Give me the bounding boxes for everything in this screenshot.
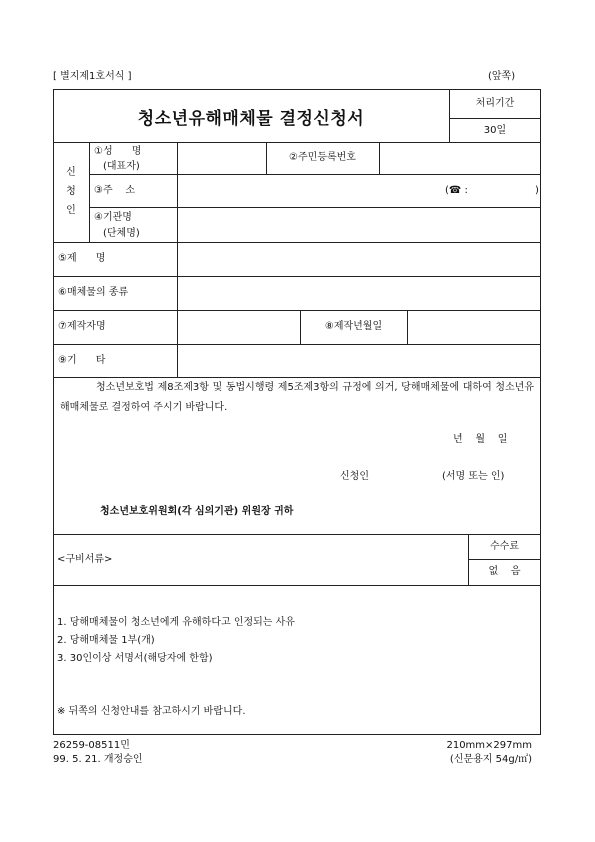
paper-type: (신문용지 54g/㎡) (449, 754, 532, 765)
name-label: ①성 명 (94, 146, 142, 157)
applicant-group-label-3: 인 (66, 205, 76, 216)
signature-label: (서명 또는 인) (442, 471, 505, 482)
paper-size: 210mm×297mm (446, 740, 532, 751)
guidance-note: ※ 뒤쪽의 신청안내를 참고하시기 바랍니다. (57, 706, 246, 717)
page-side: (앞쪽) (488, 71, 516, 82)
production-date-input[interactable] (408, 311, 540, 344)
addressee: 청소년보호위원회(각 심의기관) 위원장 귀하 (100, 506, 294, 517)
name-sub-label: (대표자) (103, 161, 140, 172)
address-label: ③주 소 (94, 185, 135, 196)
media-type-input[interactable] (178, 277, 540, 310)
name-input[interactable] (178, 143, 266, 174)
applicant-group-label-1: 신 (66, 167, 76, 178)
applicant-group-label-2: 청 (66, 186, 76, 197)
request-statement: 청소년보호법 제8조제3항 및 동법시행령 제5조제3항의 규정에 의거, 당해매체물에 대하여 청소년유해매체물로 결정하여 주시기 바랍니다. (60, 382, 534, 413)
producer-label: ⑦제작자명 (58, 321, 106, 332)
org-sub-label: (단체명) (103, 228, 140, 239)
other-label: ⑨기 타 (58, 355, 106, 366)
phone-close: ) (535, 185, 539, 196)
address-input[interactable] (178, 175, 540, 207)
document-item-2: 2. 당해매체물 1부(개) (57, 635, 155, 646)
producer-input[interactable] (178, 311, 300, 344)
document-item-3: 3. 30인이상 서명서(해당자에 한함) (57, 653, 213, 664)
other-input[interactable] (178, 345, 540, 377)
id-number-label: ②주민등록번호 (289, 152, 356, 163)
id-number-input[interactable] (380, 143, 540, 174)
applicant-label-column-line (89, 142, 90, 242)
media-type-label: ⑥매체물의 종류 (58, 287, 129, 298)
title-input[interactable] (178, 243, 540, 276)
form-code: 26259-08511민 (53, 740, 130, 751)
org-label: ④기관명 (94, 212, 132, 223)
date-line: 년 월 일 (453, 434, 508, 445)
documents-header-bottom (53, 585, 541, 586)
production-date-label: ⑧제작년월일 (324, 321, 383, 332)
form-number: [ 별지제1호서식 ] (53, 71, 132, 82)
fee-value: 없 음 (488, 566, 521, 577)
phone-label: (☎ : (445, 185, 468, 196)
processing-value: 30일 (483, 125, 507, 136)
processing-divider (449, 118, 541, 119)
fee-label: 수수료 (490, 541, 519, 552)
fee-divider (468, 559, 541, 560)
processing-label: 처리기간 (475, 98, 515, 109)
title-field-label: ⑤제 명 (58, 253, 106, 264)
page-title: 청소년유해매체물 결정신청서 (137, 109, 365, 129)
applicant-sign-label: 신청인 (340, 471, 369, 482)
document-item-1: 1. 당해매체물이 청소년에게 유해하다고 인정되는 사유 (57, 617, 295, 628)
documents-heading: <구비서류> (57, 554, 113, 565)
approval-date: 99. 5. 21. 개정승인 (53, 754, 143, 765)
org-input[interactable] (178, 208, 540, 242)
